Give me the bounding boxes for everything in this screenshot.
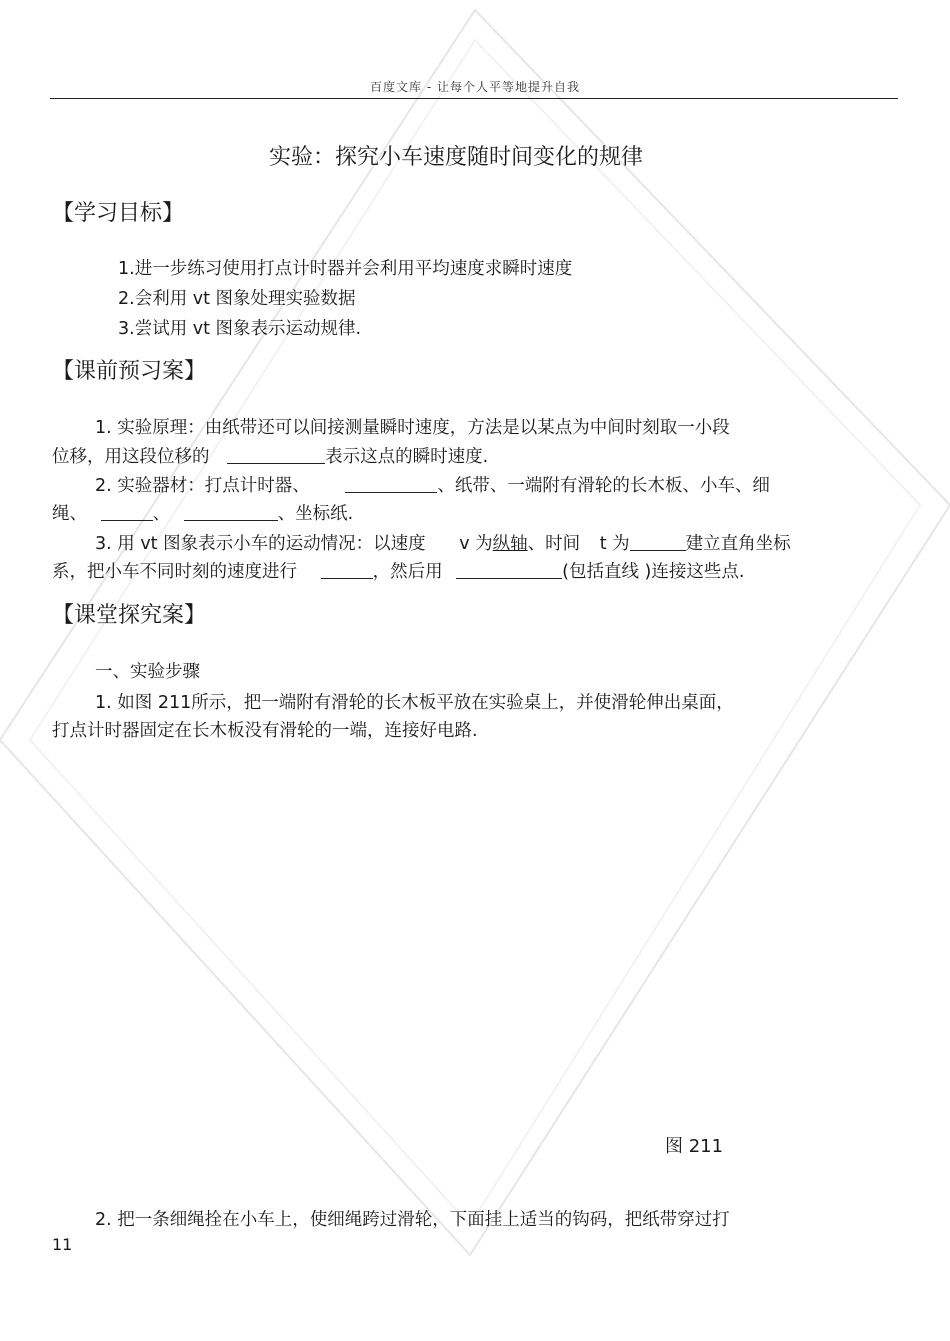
preview-text: 、坐标纸. <box>277 504 354 524</box>
preview-text: (包括直线 )连接这些点. <box>562 562 745 582</box>
preview-q3-line1 <box>95 530 791 555</box>
figure-caption: 图 211 <box>665 1136 724 1157</box>
fill-blank[interactable] <box>184 504 278 521</box>
fill-blank[interactable] <box>456 562 562 579</box>
preview-text: 、 <box>152 504 171 524</box>
classroom-step2-line1: 2. 把一条细绳拴在小车上，使细绳跨过滑轮，下面挂上适当的钩码，把纸带穿过打 <box>95 1210 730 1230</box>
fill-blank[interactable] <box>345 476 437 493</box>
preview-text: 绳、 <box>52 504 87 524</box>
section-heading-classroom: 【课堂探究案】 <box>52 603 207 628</box>
classroom-step1-line1: 1. 如图 211所示，把一端附有滑轮的长木板平放在实验桌上，并使滑轮伸出桌面， <box>95 693 734 713</box>
page-title: 实验：探究小车速度随时间变化的规律 <box>268 145 643 170</box>
preview-q2-line1 <box>95 472 770 497</box>
page-header: 百度文库 - 让每个人平等地提升自我 <box>370 80 580 94</box>
classroom-subheading: 一、实验步骤 <box>95 662 200 682</box>
fill-blank[interactable] <box>101 504 153 521</box>
preview-text: 3. 用 vt 图象表示小车的运动情况：以速度 <box>95 534 426 554</box>
preview-q1-line2 <box>52 443 488 468</box>
preview-text: 、纸带、一端附有滑轮的长木板、小车、细 <box>437 476 770 496</box>
fill-blank[interactable] <box>227 447 325 464</box>
preview-text: v 为 <box>459 534 493 554</box>
fill-blank[interactable] <box>321 562 373 579</box>
classroom-step1-line2: 打点计时器固定在长木板没有滑轮的一端，连接好电路. <box>52 721 478 741</box>
goal-item: 2.会利用 vt 图象处理实验数据 <box>118 289 356 309</box>
goal-item: 1.进一步练习使用打点计时器并会利用平均速度求瞬时速度 <box>118 259 573 279</box>
preview-q2-line2 <box>52 500 353 525</box>
goal-item: 3.尝试用 vt 图象表示运动规律. <box>118 319 362 339</box>
preview-text: 、时间 <box>527 534 581 554</box>
underlined-term: 纵轴 <box>492 534 528 554</box>
section-heading-preview: 【课前预习案】 <box>52 359 207 384</box>
page-number: 11 <box>52 1235 73 1254</box>
preview-q1-line1: 1. 实验原理：由纸带还可以间接测量瞬时速度，方法是以某点为中间时刻取一小段 <box>95 418 730 438</box>
preview-text: 系，把小车不同时刻的速度进行 <box>52 562 297 582</box>
section-heading-goals: 【学习目标】 <box>52 201 185 226</box>
preview-text: 表示这点的瞬时速度. <box>325 447 489 467</box>
preview-text: 建立直角坐标 <box>685 534 791 554</box>
preview-text: 2. 实验器材：打点计时器、 <box>95 476 310 496</box>
preview-text: t 为 <box>599 534 630 554</box>
preview-text: ，然后用 <box>372 562 443 582</box>
header-divider <box>50 98 898 99</box>
preview-text: 位移，用这段位移的 <box>52 447 210 467</box>
preview-q3-line2 <box>52 558 744 583</box>
fill-blank[interactable] <box>630 534 686 551</box>
